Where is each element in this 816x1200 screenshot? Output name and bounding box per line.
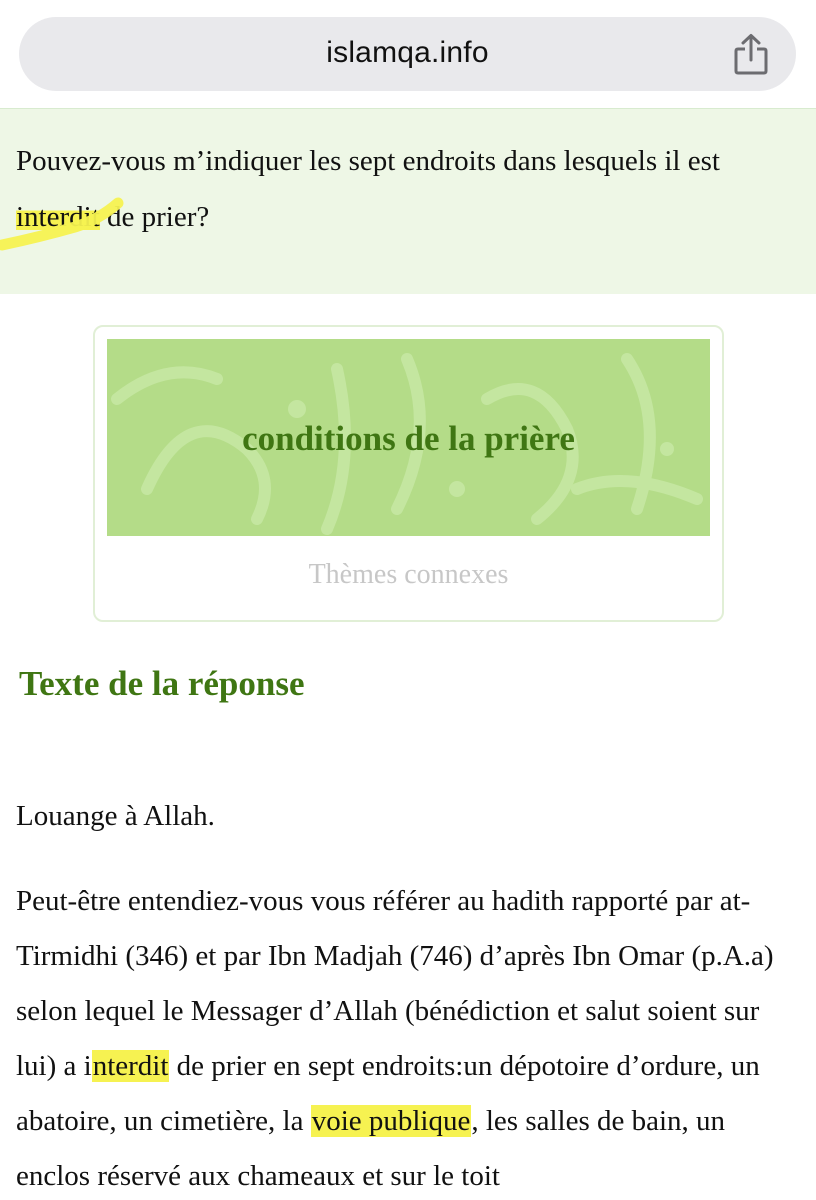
answer-praise: Louange à Allah.	[16, 800, 215, 832]
question-text	[16, 133, 796, 245]
answer-heading: Texte de la réponse	[19, 664, 305, 703]
answer-paragraph	[16, 874, 800, 1200]
question-text-end: de prier?	[99, 201, 210, 233]
address-bar[interactable]	[19, 17, 796, 91]
highlighted-phrase: voie publique	[311, 1105, 471, 1137]
highlighted-word: interdit	[16, 201, 100, 233]
question-text-start: Pouvez-vous m’indiquer les sept endroits dans lesquels il est	[16, 145, 720, 177]
related-topic-card[interactable]	[93, 325, 724, 622]
topic-banner[interactable]	[107, 339, 710, 536]
answer-text-3: , les salles de bain, un enclos réservé aux chameaux et sur le toit	[16, 1105, 726, 1192]
related-topics-label: Thèmes connexes	[308, 559, 509, 590]
browser-toolbar	[0, 0, 816, 109]
url-text[interactable]: islamqa.info	[326, 36, 489, 69]
topic-title-link[interactable]: conditions de la prière	[242, 419, 575, 458]
question-box	[0, 109, 816, 294]
share-icon[interactable]	[728, 31, 774, 77]
highlighted-word: nterdit	[92, 1050, 169, 1082]
answer-text-1: Peut-être entendiez-vous vous référer au hadith rapporté par at-Tirmidhi (346) et par Ibn Madjah (746) d’après Ibn Omar (p.A.a) selon lequel le Messager d’Allah (bénédiction et salut soient sur lui) a i	[16, 885, 774, 1082]
answer-text-2: de prier en sept endroits:un dépotoire d’ordure, un abatoire, un cimetière, la	[16, 1050, 760, 1137]
